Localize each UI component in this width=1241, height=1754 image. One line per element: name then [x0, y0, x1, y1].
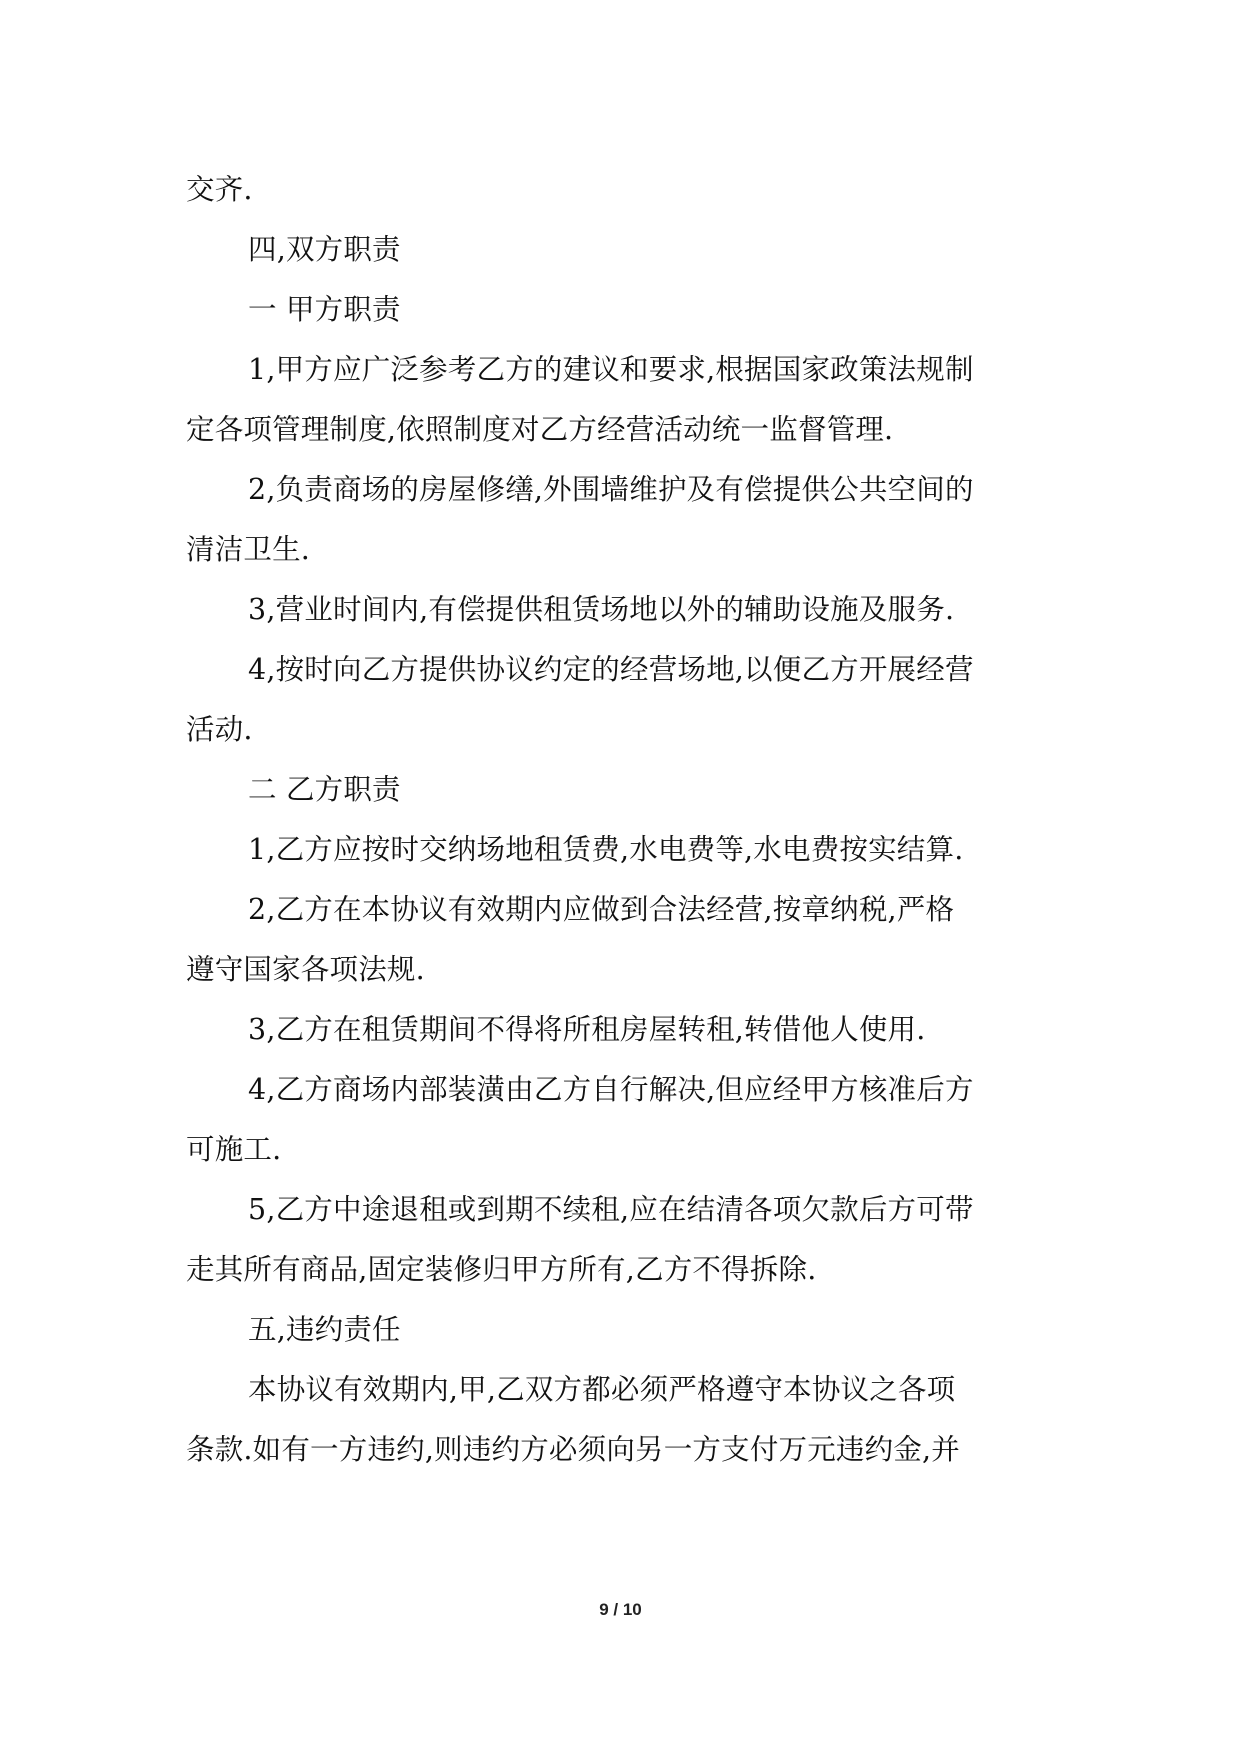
- text-line: 3,营业时间内,有偿提供租赁场地以外的辅助设施及服务.: [248, 593, 955, 626]
- text-line: 4,按时向乙方提供协议约定的经营场地,以便乙方开展经营: [248, 653, 974, 686]
- section-heading: 四,双方职责: [248, 233, 401, 266]
- section-heading: 五,违约责任: [248, 1313, 401, 1346]
- text-line: 活动.: [186, 713, 253, 746]
- subsection-heading: 一 甲方职责: [248, 293, 401, 326]
- page-number: 9 / 10: [599, 1600, 642, 1619]
- text-line: 2,负责商场的房屋修缮,外围墙维护及有偿提供公共空间的: [248, 473, 974, 506]
- text-line: 遵守国家各项法规.: [186, 953, 425, 986]
- text-line: 条款.如有一方违约,则违约方必须向另一方支付万元违约金,并: [186, 1433, 960, 1466]
- text-line: 清洁卫生.: [186, 533, 311, 566]
- text-line: 1,甲方应广泛参考乙方的建议和要求,根据国家政策法规制: [248, 353, 974, 386]
- text-line: 1,乙方应按时交纳场地租赁费,水电费等,水电费按实结算.: [248, 833, 964, 866]
- text-line: 5,乙方中途退租或到期不续租,应在结清各项欠款后方可带: [248, 1193, 974, 1226]
- text-line: 3,乙方在租赁期间不得将所租房屋转租,转借他人使用.: [248, 1013, 926, 1046]
- text-line: 本协议有效期内,甲,乙双方都必须严格遵守本协议之各项: [248, 1373, 956, 1406]
- text-line: 定各项管理制度,依照制度对乙方经营活动统一监督管理.: [186, 413, 894, 446]
- text-line: 4,乙方商场内部装潢由乙方自行解决,但应经甲方核准后方: [248, 1073, 974, 1106]
- text-line: 交齐.: [186, 173, 253, 206]
- text-line: 2,乙方在本协议有效期内应做到合法经营,按章纳税,严格: [248, 893, 955, 926]
- subsection-heading: 二 乙方职责: [248, 773, 401, 806]
- text-line: 走其所有商品,固定装修归甲方所有,乙方不得拆除.: [186, 1253, 817, 1286]
- text-line: 可施工.: [186, 1133, 282, 1166]
